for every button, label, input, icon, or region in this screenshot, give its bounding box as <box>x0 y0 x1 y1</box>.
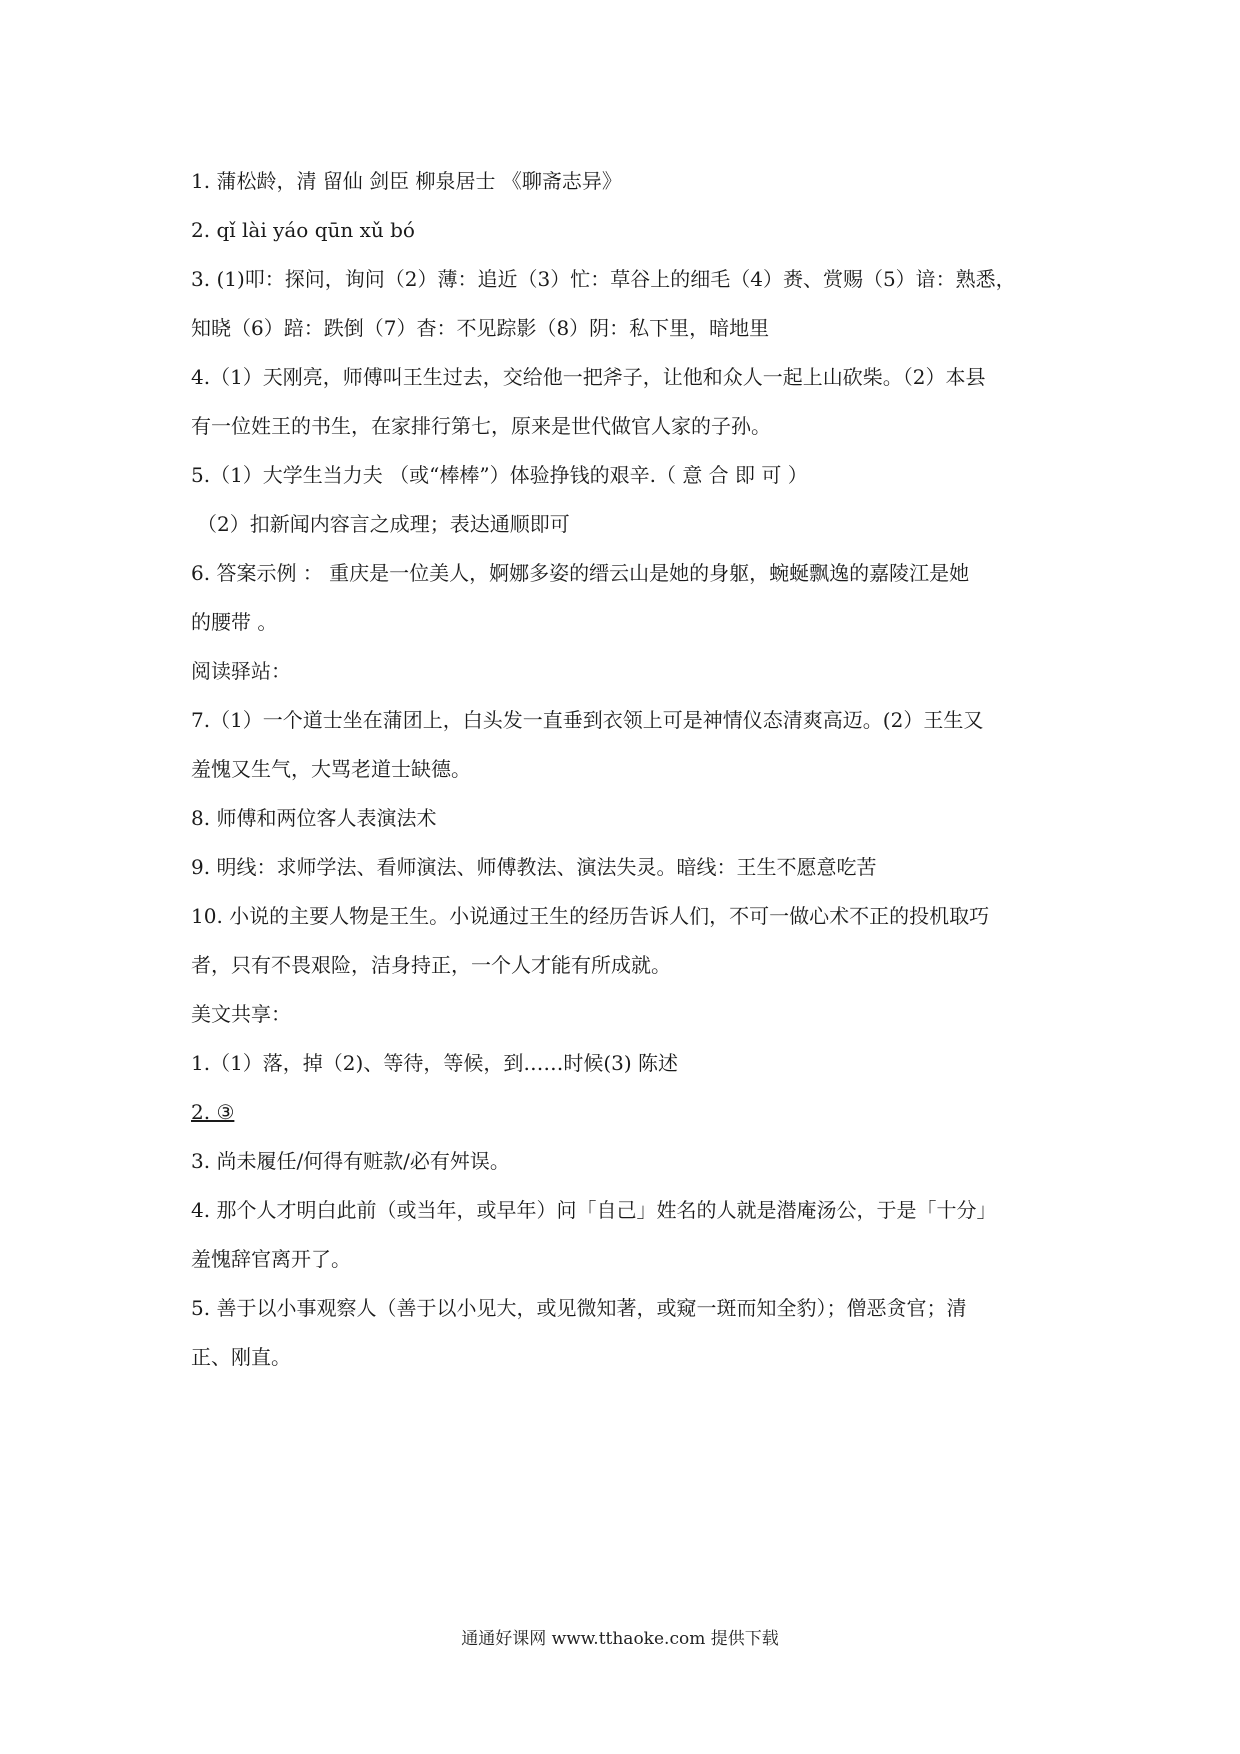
answer-line-6: 有一位姓王的书生，在家排行第七，原来是世代做官人家的子孙。 <box>191 414 771 438</box>
answer-line-8: （2）扣新闻内容言之成理；表达通顺即可 <box>197 512 570 536</box>
answer-line-20: 2. ③ <box>191 1100 235 1124</box>
section-heading-reading: 阅读驿站： <box>191 659 291 683</box>
answer-line-16: 10. 小说的主要人物是王生。小说通过王生的经历告诉人们，不可一做心术不正的投机取巧 <box>191 904 990 928</box>
answer-line-13: 羞愧又生气，大骂老道士缺德。 <box>191 757 471 781</box>
answer-line-14: 8. 师傅和两位客人表演法术 <box>191 806 437 830</box>
answer-line-2: 2. qǐ lài yáo qūn xǔ bó <box>191 218 415 242</box>
answer-line-21: 3. 尚未履任/何得有赃款/必有舛误。 <box>191 1149 510 1173</box>
answer-line-1: 1. 蒲松龄，清 留仙 剑臣 柳泉居士 《聊斋志异》 <box>191 169 622 193</box>
answer-line-10: 的腰带 。 <box>191 610 278 634</box>
answer-line-3: 3. (1)叩：探问，询问（2）薄：追近（3）忙：草谷上的细毛（4）赉、赏赐（5）谙：熟悉， <box>191 267 1016 291</box>
answer-line-22: 4. 那个人才明白此前（或当年，或早年）问「自己」姓名的人就是潜庵汤公，于是「十分」 <box>191 1198 997 1222</box>
page-footer: 通通好课网 www.tthaoke.com 提供下载 <box>461 1629 779 1649</box>
answer-line-7: 5.（1）大学生当力夫 （或“棒棒”）体验挣钱的艰辛.（ 意 合 即 可 ） <box>191 463 808 487</box>
answer-line-24: 5. 善于以小事观察人（善于以小见大，或见微知著，或窥一斑而知全豹）；僧恶贪官；清 <box>191 1296 967 1320</box>
answer-key-body <box>191 157 1061 1382</box>
answer-line-23: 羞愧辞官离开了。 <box>191 1247 351 1271</box>
answer-line-9: 6. 答案示例 ： 重庆是一位美人，婀娜多姿的缙云山是她的身躯，蜿蜒飘逸的嘉陵江是她 <box>191 561 970 585</box>
answer-line-19: 1.（1）落，掉（2)、等待，等候，到……时候(3) 陈述 <box>191 1051 679 1075</box>
section-heading-essay: 美文共享： <box>191 1002 291 1026</box>
answer-line-25: 正、刚直。 <box>191 1345 291 1369</box>
answer-line-15: 9. 明线：求师学法、看师演法、师傅教法、演法失灵。暗线：王生不愿意吃苦 <box>191 855 877 879</box>
answer-line-17: 者，只有不畏艰险，洁身持正，一个人才能有所成就。 <box>191 953 671 977</box>
answer-line-12: 7.（1）一个道士坐在蒲团上，白头发一直垂到衣领上可是神情仪态清爽高迈。(2）王生又 <box>191 708 984 732</box>
answer-line-5: 4.（1）天刚亮，师傅叫王生过去，交给他一把斧子，让他和众人一起上山砍柴。（2）本县 <box>191 365 986 389</box>
answer-line-4: 知晓（6）踣：跌倒（7）杳：不见踪影（8）阴：私下里，暗地里 <box>191 316 770 340</box>
